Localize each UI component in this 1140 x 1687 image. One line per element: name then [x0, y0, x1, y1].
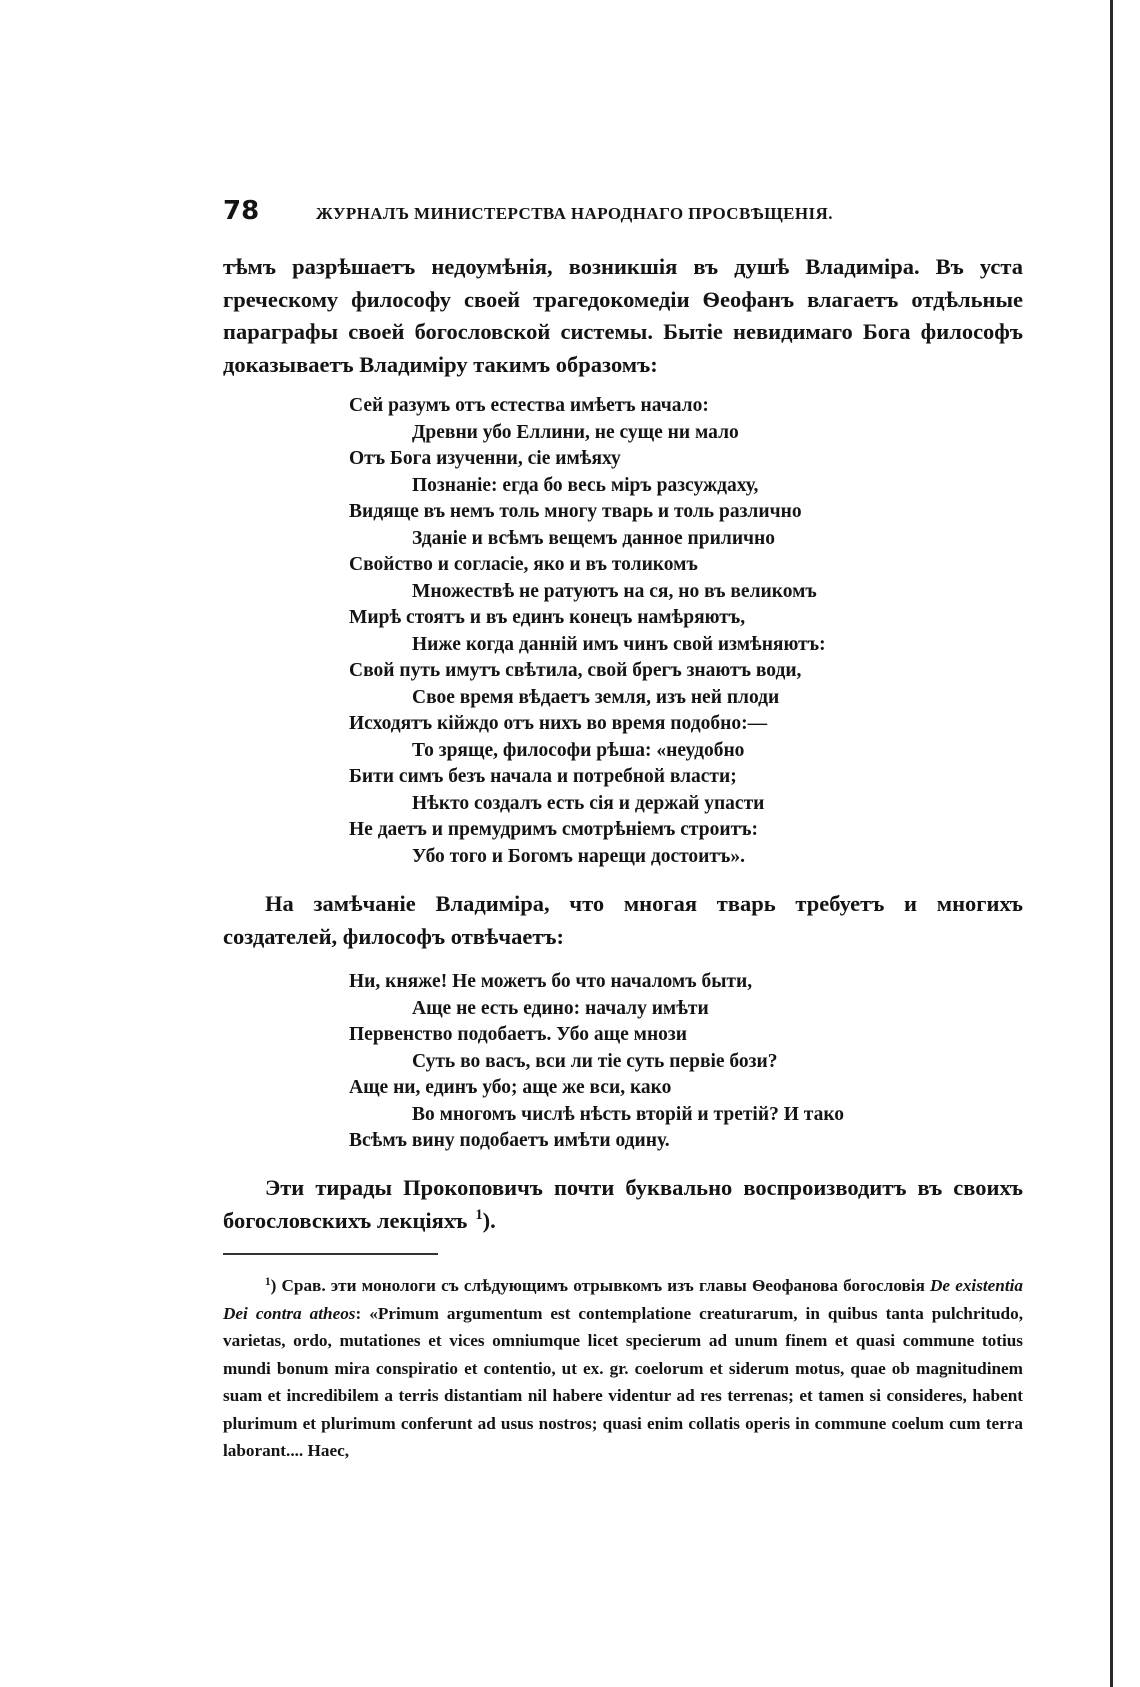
- verse-line: Мирѣ стоятъ и въ единъ конецъ намѣряютъ,: [349, 607, 746, 628]
- verse-line: Древни убо Еллини, не суще ни мало: [412, 421, 739, 443]
- verse-line: Убо того и Богомъ нарещи достоитъ».: [412, 845, 745, 867]
- verse-line: Всѣмъ вину подобаетъ имѣти одину.: [349, 1130, 670, 1151]
- verse-line: То зряще, философи рѣша: «неудобно: [412, 739, 745, 761]
- verse-line: Познаніе: егда бо весь міръ разсуждаху,: [412, 474, 759, 496]
- verse-line: Исходятъ кійждо отъ нихъ во время подобно:—: [349, 713, 768, 734]
- paragraph-2: На замѣчаніе Владиміра, что многая тварь требуетъ и многихъ создателей, философъ отвѣчаетъ:: [223, 891, 1023, 949]
- footnote-marker-paren: ): [270, 1276, 277, 1295]
- verse-line: Зданіе и всѣмъ вещемъ данное прилично: [412, 527, 776, 549]
- footnote-work-title: De existentia Dei contra atheos: [223, 1276, 1023, 1323]
- verse-line: Свойство и согласіе, яко и въ толикомъ: [349, 554, 698, 575]
- paragraph-1: тѣмъ разрѣшаетъ недоумѣнія, возникшія въ душѣ Владиміра. Въ уста греческому философу своей трагедокомедіи Ѳеофанъ влагаетъ отдѣльные параграфы своей богословской системы. Бытіе невидимаго Бога философъ доказываетъ Владиміру такимъ образомъ:: [223, 254, 1023, 377]
- footnote-reference-close: ).: [482, 1207, 496, 1233]
- verse-line: Свой путь имутъ свѣтила, свой брегъ знаютъ води,: [349, 660, 802, 681]
- verse-line: Видяще въ немъ толь многу тварь и толь различно: [349, 501, 802, 522]
- page-edge-line: [1110, 0, 1113, 1687]
- verse-line: Отъ Бога изученни, сіе имѣяху: [349, 448, 621, 469]
- verse-line: Аще не есть едино: началу имѣти: [412, 997, 709, 1019]
- verse-block-1: [349, 393, 909, 870]
- footnote: [223, 1272, 1023, 1465]
- footnote-quote: : «Primum argumentum est contemplatione creaturarum, in quibus tanta pulchritudo, varietas, ordo, mutationes et vices omniumque licet specierum ad unum finem et quasi commune totius mundi bonum mira conspiratio et contentio, ut ex. gr. coelorum et siderum motus, quae ob magnitudinem suam et incredibilem a terris distantiam nil habere videntur ad res terrenas; et tamen si consideres, habent plurimum et plurimum conferunt ad usus nostros; quasi enim collatis operis in commune coelum cum terra laborant.... Haec,: [223, 1303, 1023, 1460]
- verse-line: Множествѣ не ратуютъ на ся, но въ великомъ: [412, 580, 817, 602]
- verse-line: Бити симъ безъ начала и потребной власти;: [349, 766, 737, 787]
- running-head: ЖУРНАЛЪ МИНИСТЕРСТВА НАРОДНАГО ПРОСВѢЩЕНІЯ.: [316, 204, 833, 223]
- footnote-intro: Срав. эти монологи съ слѣдующимъ отрывкомъ изъ главы Ѳеофанова богословія: [276, 1276, 931, 1295]
- paragraph-3-text: Эти тирады Прокоповичъ почти буквально воспроизводитъ въ своихъ богословскихъ лекціяхъ: [223, 1175, 1023, 1233]
- footnote-marker: 1: [265, 1275, 271, 1288]
- page-number: 78: [223, 196, 260, 226]
- verse-line: Аще ни, единъ убо; аще же вси, како: [349, 1077, 672, 1098]
- verse-line: Нѣкто создалъ есть сія и держай упасти: [412, 792, 765, 814]
- verse-line: Свое время вѣдаетъ земля, изъ ней плоди: [412, 686, 780, 708]
- footnote-divider: [223, 1253, 438, 1255]
- verse-line: Первенство подобаетъ. Убо аще мнози: [349, 1024, 688, 1045]
- verse-line: Ни, княже! Не можетъ бо что началомъ быти,: [349, 971, 753, 992]
- verse-line: Суть во васъ, вси ли тіе суть первіе бози?: [412, 1050, 778, 1072]
- verse-line: Ниже когда данній имъ чинъ свой измѣняютъ:: [412, 633, 826, 655]
- footnote-reference[interactable]: 1: [475, 1207, 483, 1224]
- verse-line: Во многомъ числѣ нѣсть вторій и третій? И тако: [412, 1103, 845, 1125]
- verse-block-2: [349, 969, 909, 1155]
- verse-line: Не даетъ и премудримъ смотрѣніемъ строитъ:: [349, 819, 759, 840]
- paragraph-3: [223, 1172, 1023, 1237]
- page-header: [223, 196, 1023, 236]
- verse-line: Сей разумъ отъ естества имѣетъ начало:: [349, 395, 709, 416]
